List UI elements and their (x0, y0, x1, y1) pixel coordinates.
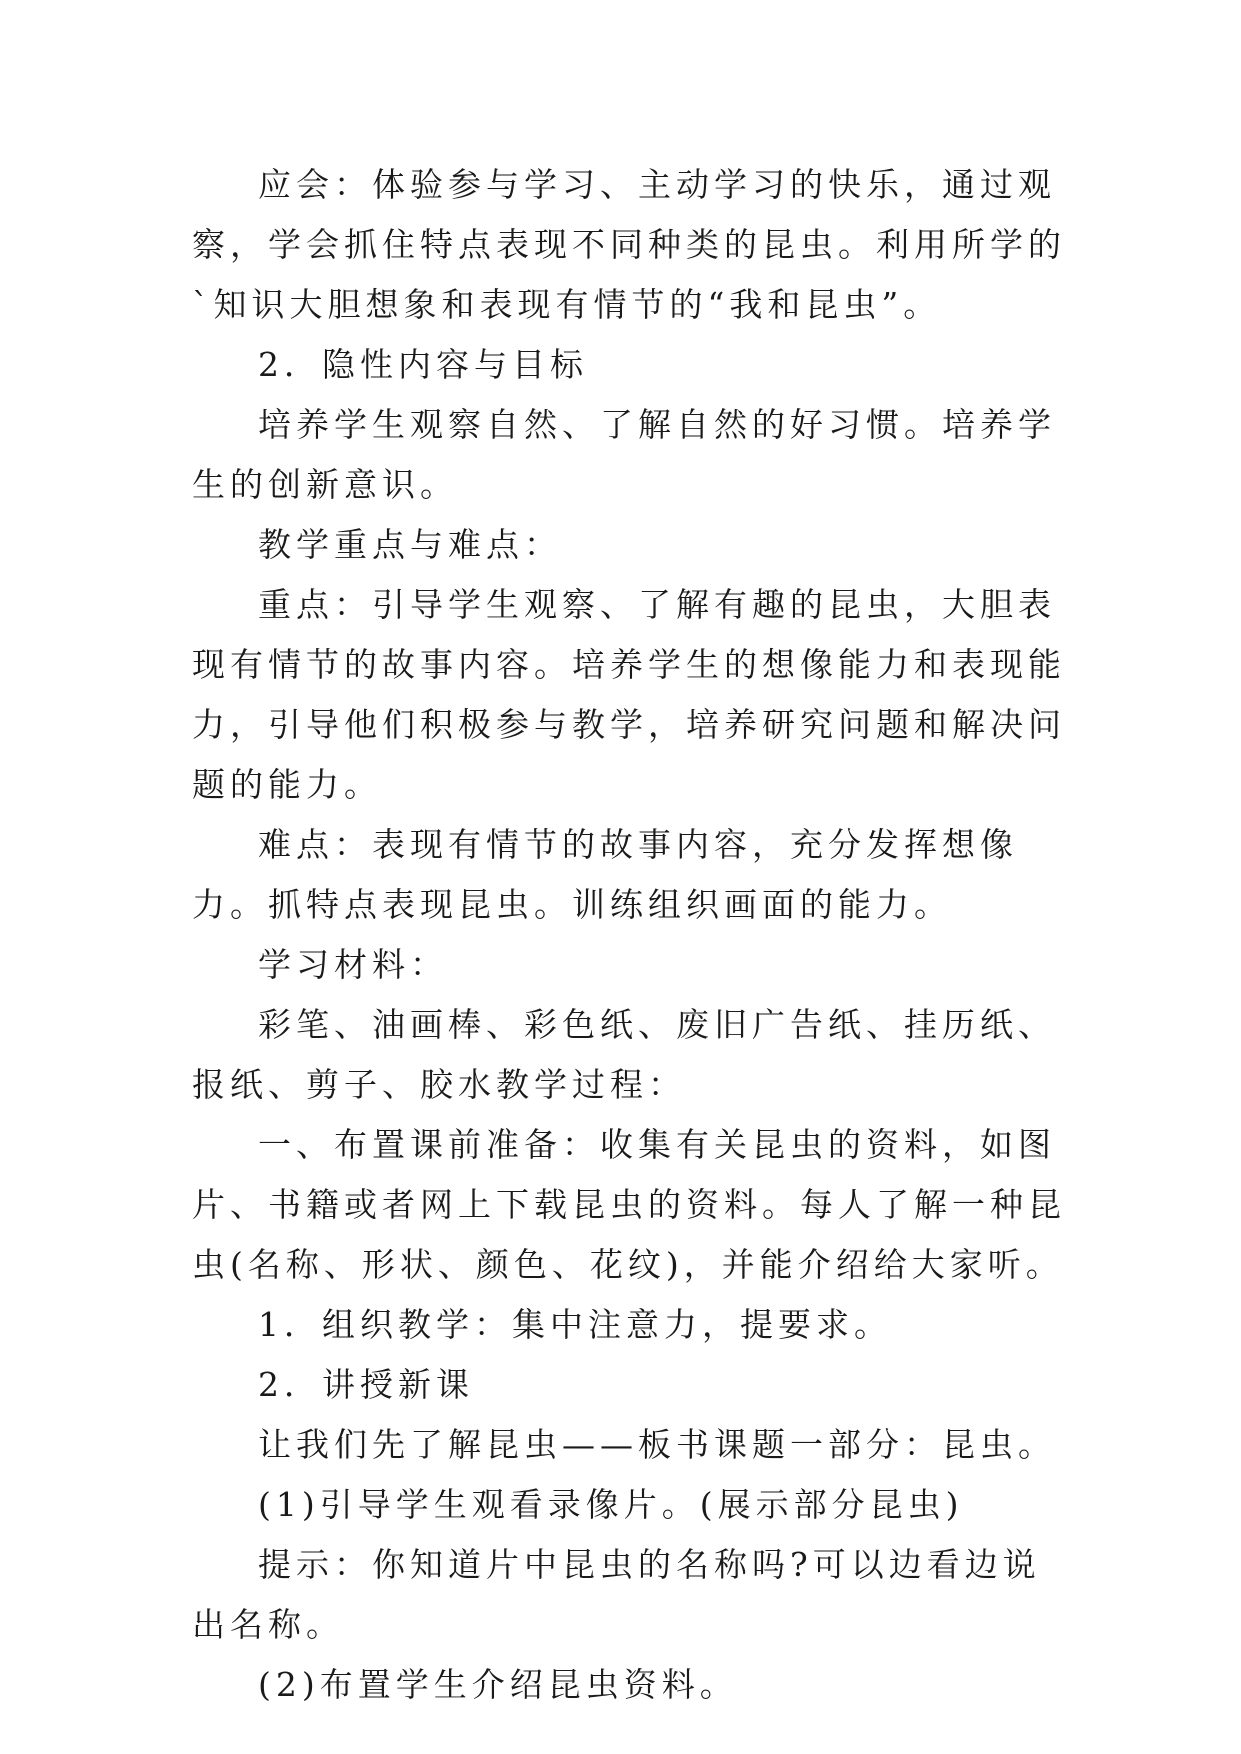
document-body (192, 155, 1072, 1715)
paragraph-watch-video: (1)引导学生观看录像片。(展示部分昆虫) (258, 1485, 964, 1524)
paragraph-key-points: 重点：引导学生观察、了解有趣的昆虫，大胆表现有情节的故事内容。培养学生的想像能力和表现能力，引导他们积极参与教学，培养研究问题和解决问题的能力。 (192, 585, 1066, 804)
paragraph-understand-insects: 让我们先了解昆虫——板书课题一部分：昆虫。 (258, 1425, 1056, 1464)
paragraph-introduce-materials: (2)布置学生介绍昆虫资料。 (258, 1665, 738, 1704)
paragraph-new-lesson-heading: 2．讲授新课 (258, 1365, 474, 1404)
paragraph-hidden-content-heading: 2．隐性内容与目标 (258, 345, 588, 384)
paragraph-materials-list: 彩笔、油画棒、彩色纸、废旧广告纸、挂历纸、报纸、剪子、胶水教学过程： (192, 1005, 1056, 1104)
paragraph-difficulties: 难点：表现有情节的故事内容，充分发挥想像力。抓特点表现昆虫。训练组织画面的能力。 (192, 825, 1018, 924)
paragraph-organize-teaching: 1．组织教学：集中注意力，提要求。 (258, 1305, 892, 1344)
paragraph-pre-class-preparation: 一、布置课前准备：收集有关昆虫的资料，如图片、书籍或者网上下载昆虫的资料。每人了解一种昆虫(名称、形状、颜色、花纹)，并能介绍给大家听。 (192, 1125, 1066, 1284)
paragraph-hint: 提示：你知道片中昆虫的名称吗?可以边看边说出名称。 (192, 1545, 1041, 1644)
paragraph-cultivate-observation: 培养学生观察自然、了解自然的好习惯。培养学生的创新意识。 (192, 405, 1056, 504)
paragraph-key-points-heading: 教学重点与难点： (258, 525, 562, 564)
paragraph-should-know: 应会：体验参与学习、主动学习的快乐，通过观察，学会抓住特点表现不同种类的昆虫。利用所学的`知识大胆想象和表现有情节的“我和昆虫”。 (192, 165, 1066, 324)
paragraph-materials-heading: 学习材料： (258, 945, 448, 984)
